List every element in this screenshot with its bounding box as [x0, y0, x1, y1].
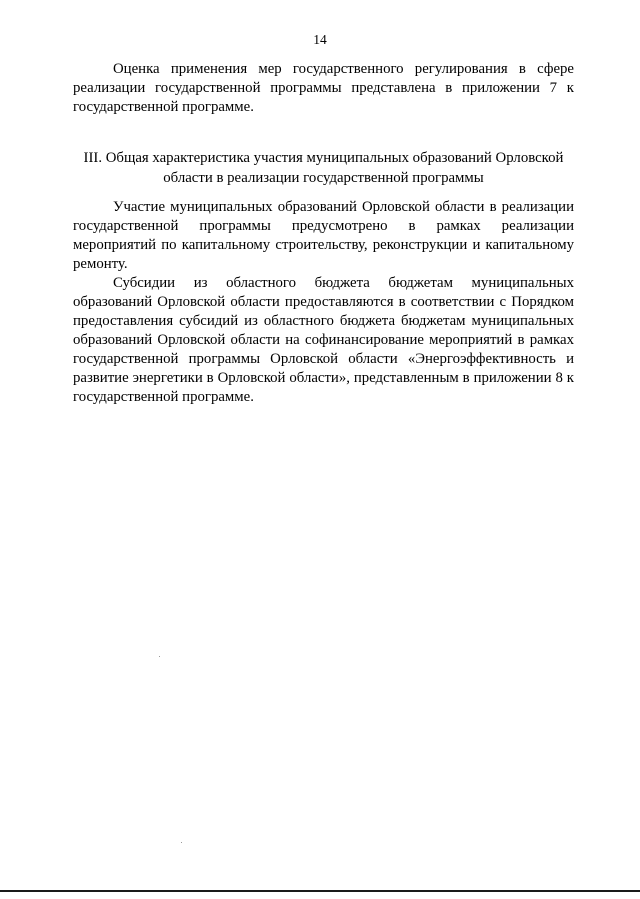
section-heading-line-1: III. Общая характеристика участия муниципальных образований Орловской: [83, 150, 564, 166]
page-number: 14: [313, 32, 327, 47]
scan-speck: [159, 656, 160, 657]
section-heading: [60, 148, 587, 188]
section-paragraph-1: Участие муниципальных образований Орловской области в реализации государственной программы предусмотрено в рамках реализации мероприятий по капитальному строительству, реконструкции и капитальному ремонту.: [73, 199, 574, 272]
bottom-edge-line: [0, 890, 640, 892]
section-heading-line-2: области в реализации государственной программы: [163, 170, 484, 186]
intro-block: [73, 60, 574, 117]
section-paragraph-2: Субсидии из областного бюджета бюджетам муниципальных образований Орловской области предоставляются в соответствии с Порядком предоставления субсидий из областного бюджета бюджетам муниципальных образований Орловской области на софинансирование мероприятий в рамках государственной программы Орловской области «Энергоэффективность и развитие энергетики в Орловской области», представленным в приложении 8 к государственной программе.: [73, 275, 574, 405]
intro-paragraph: Оценка применения мер государственного регулирования в сфере реализации государственной программы представлена в приложении 7 к государственной программе.: [73, 61, 574, 115]
section-body: [73, 198, 574, 407]
scan-speck: [181, 842, 182, 843]
